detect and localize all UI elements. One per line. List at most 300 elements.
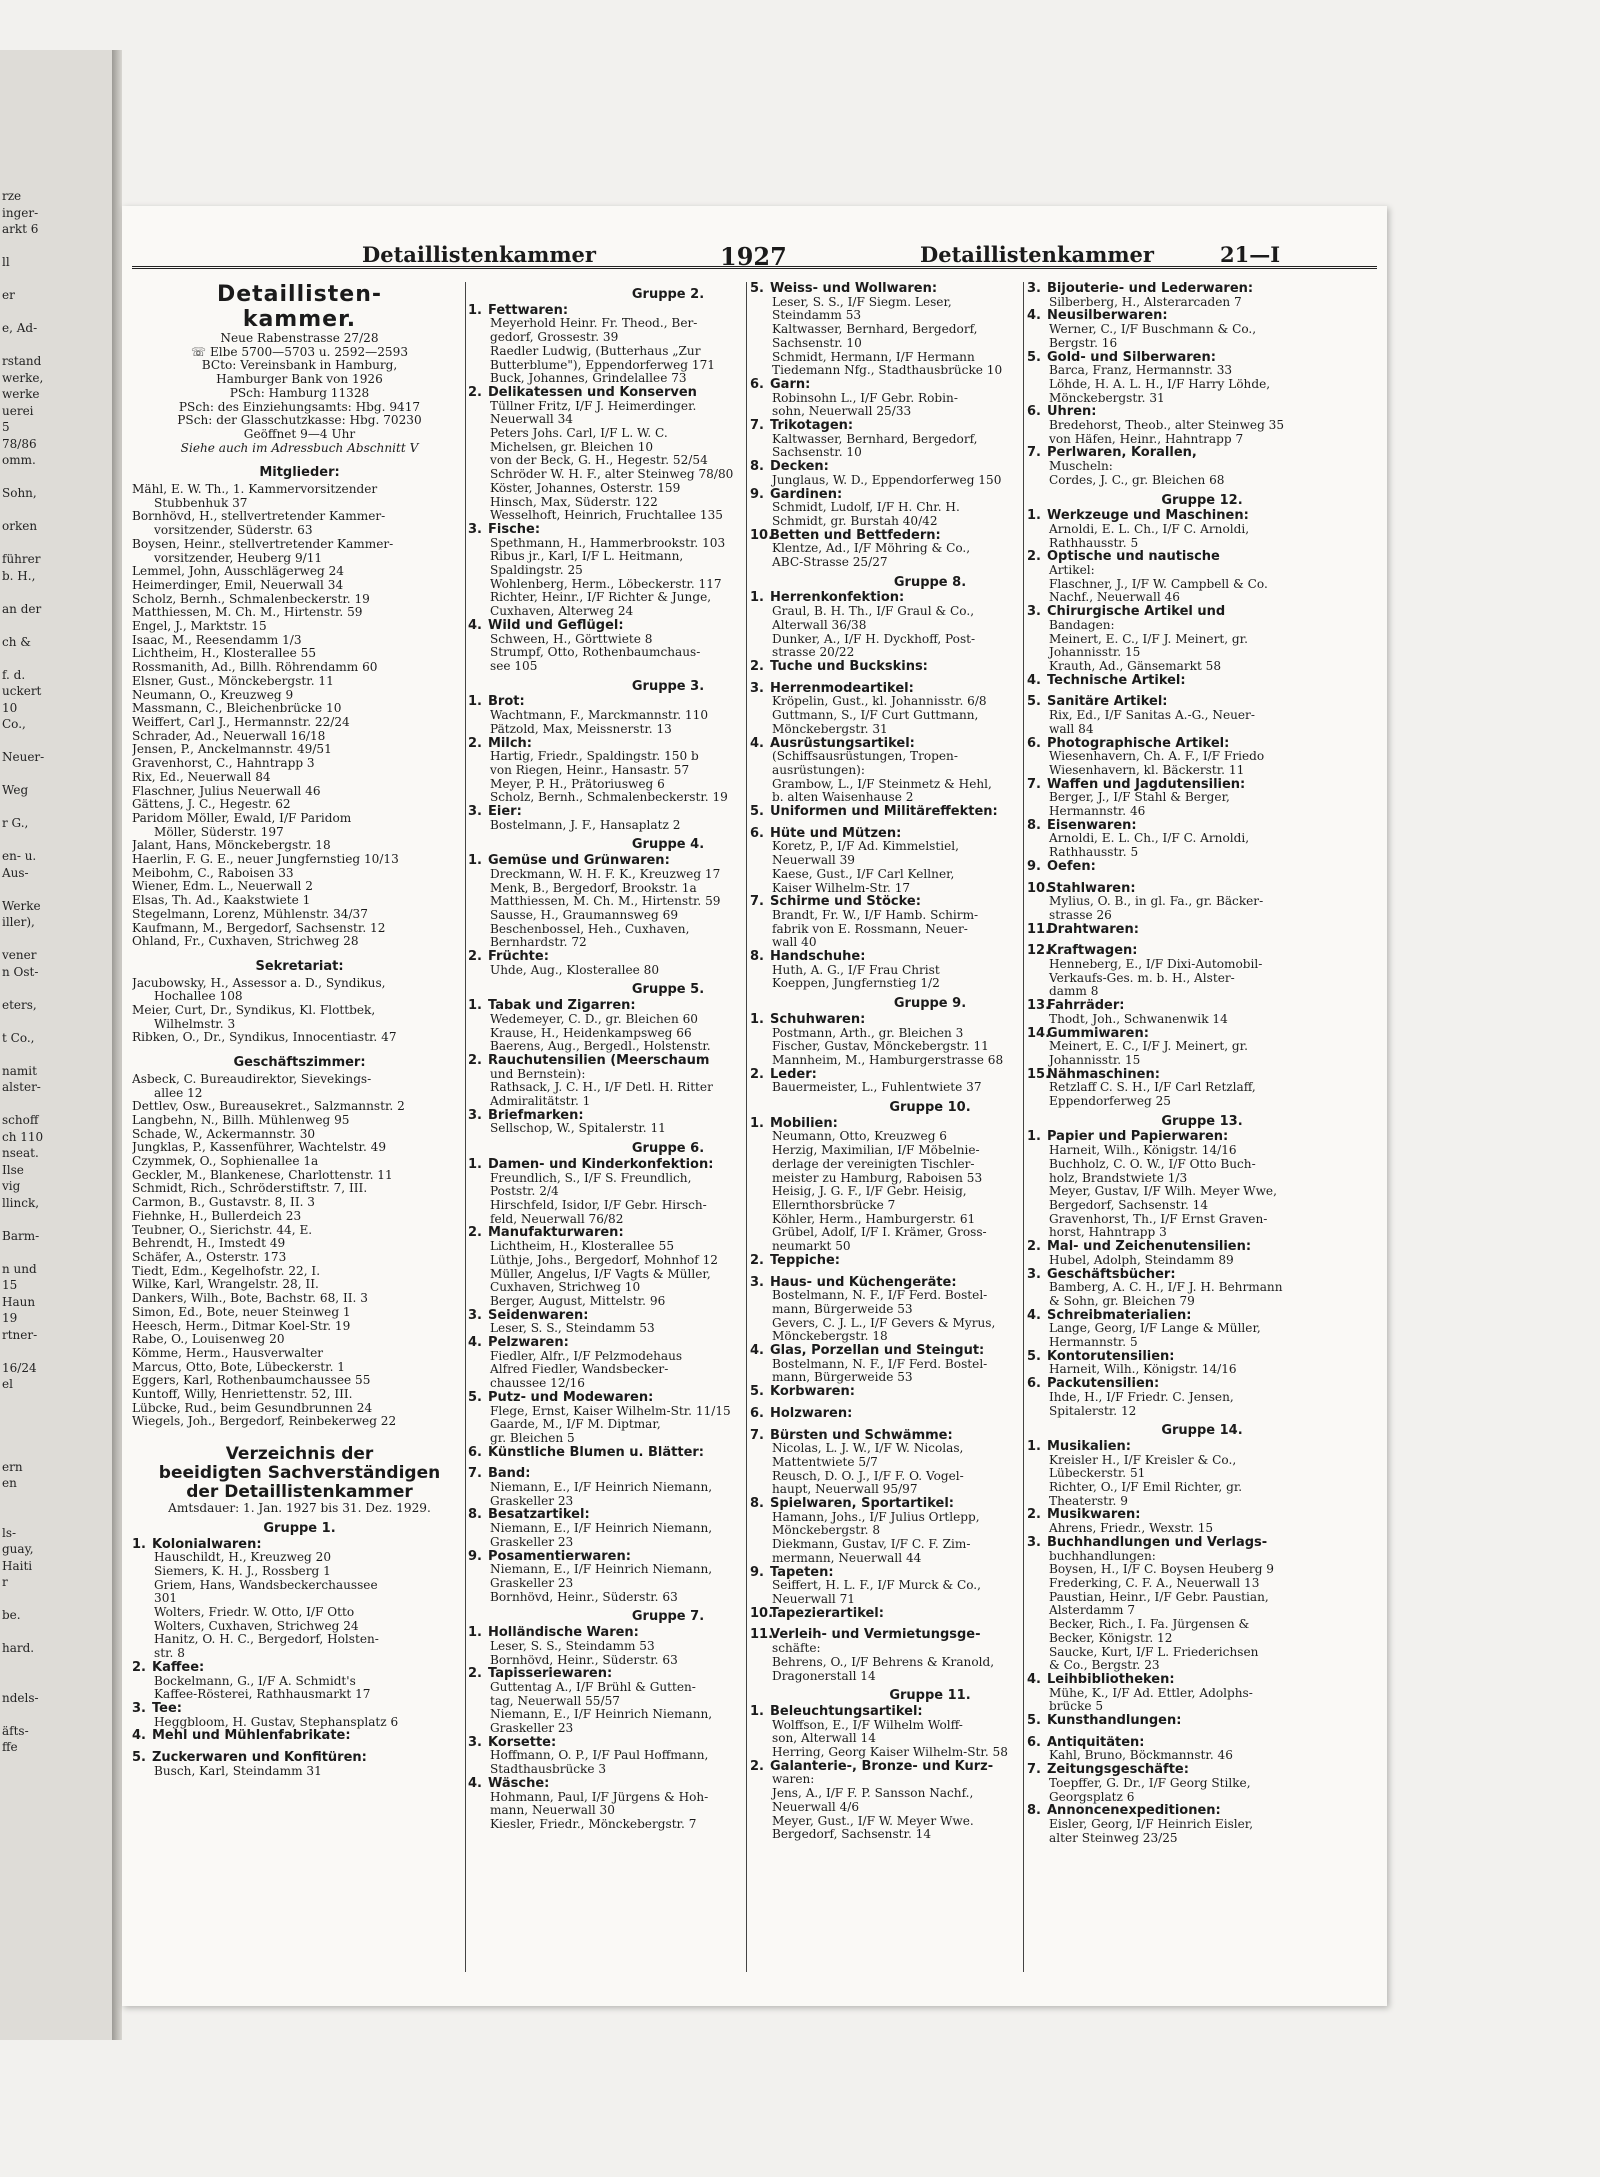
entry-line: mann, Bürgerweide 53	[772, 1370, 913, 1385]
prev-page-fragment: Haiti	[2, 1558, 33, 1573]
entry-line: Neuerwall 39	[772, 853, 855, 868]
entry-line: Scholz, Bernh., Schmalenbeckerstr. 19	[132, 591, 370, 606]
entry-line: Johannisstr. 15	[1049, 1052, 1141, 1067]
category-label: Teppiche:	[770, 1252, 841, 1268]
category-label: Rauchutensilien (Meerschaum	[488, 1052, 710, 1068]
category-number: 3.	[468, 1734, 482, 1750]
entry-line: Boysen, Heinr., stellvertretender Kammer-	[132, 536, 394, 551]
category-number: 4.	[468, 617, 482, 633]
entry-line: Hauschildt, H., Kreuzweg 20	[154, 1550, 332, 1565]
entry-line: Ahrens, Friedr., Wexstr. 15	[1049, 1521, 1214, 1536]
entry-line: Koeppen, Jungfernstieg 1/2	[772, 976, 940, 991]
category-number: 9.	[750, 486, 764, 502]
group-heading: Gruppe 9.	[893, 996, 967, 1012]
entry-line: Wedemeyer, C. D., gr. Bleichen 60	[490, 1011, 698, 1026]
category-number: 2.	[750, 1758, 764, 1774]
entry-line: Seiffert, H. L. F., I/F Murck & Co.,	[772, 1578, 981, 1593]
prev-page-fragment: n Ost-	[2, 964, 39, 979]
entry-line: Hanitz, O. H. C., Bergedorf, Holsten-	[154, 1632, 379, 1647]
prev-page-fragment: 78/86	[2, 436, 37, 451]
info-line: BCto: Vereinsbank in Hamburg,	[201, 358, 398, 373]
category-label: Uhren:	[1047, 404, 1097, 420]
category-number: 9.	[1027, 858, 1041, 874]
entry-line: Jalant, Hans, Mönckebergstr. 18	[132, 838, 331, 853]
category-label: Geschäftsbücher:	[1047, 1266, 1176, 1282]
entry-line: Leser, S. S., Steindamm 53	[490, 1638, 655, 1653]
category-label: Herrenkonfektion:	[770, 590, 905, 606]
category-heading	[1027, 1804, 1377, 1818]
category-number: 1.	[1027, 1438, 1041, 1454]
entry-line: Richter, Heinr., I/F Richter & Junge,	[490, 590, 712, 605]
prev-page-fragment: hard.	[2, 1641, 35, 1655]
category-heading	[1027, 1508, 1377, 1522]
entry-line: fabrik von E. Rossmann, Neuer-	[772, 921, 968, 936]
category-label: Handschuhe:	[770, 949, 866, 965]
entry-line: Langbehn, N., Billh. Mühlenweg 95	[132, 1112, 350, 1127]
entry-line: Schrader, Ad., Neuerwall 16/18	[132, 728, 326, 743]
prev-page-fragment: b. H.,	[2, 568, 36, 583]
entry-line: Poststr. 2/4	[490, 1184, 559, 1199]
category-number: 1.	[750, 1703, 764, 1719]
entry-line: Jacubowsky, H., Assessor a. D., Syndikus,	[132, 975, 386, 990]
entry-line: Robinsohn L., I/F Gebr. Robin-	[772, 390, 958, 405]
category-heading	[1027, 882, 1377, 896]
category-number: 5.	[132, 1750, 146, 1766]
prev-page-fragment: Weg	[2, 783, 29, 797]
category-label: Neusilberwaren:	[1047, 308, 1168, 324]
entry-line: Heggbloom, H. Gustav, Stephansplatz 6	[154, 1714, 399, 1729]
previous-page-strip	[0, 50, 113, 2040]
entry-line: Bauermeister, L., Fuhlentwiete 37	[772, 1080, 982, 1095]
entry-line: Saucke, Kurt, I/F L. Friederichsen	[1049, 1644, 1259, 1659]
entry-line: Becker, Königstr. 12	[1049, 1630, 1173, 1645]
entry-line: Marcus, Otto, Bote, Lübeckerstr. 1	[132, 1359, 345, 1374]
entry-line: Postmann, Arth., gr. Bleichen 3	[772, 1025, 964, 1040]
prev-page-fragment: alster-	[2, 1080, 41, 1094]
entry-line: alter Steinweg 23/25	[1049, 1830, 1178, 1845]
entry-line: Nachf., Neuerwall 46	[1049, 590, 1180, 605]
category-heading	[132, 1538, 467, 1552]
entry-line: Werner, C., I/F Buschmann & Co.,	[1049, 322, 1257, 337]
entry-line: Kröpelin, Gust., kl. Johannisstr. 6/8	[772, 694, 987, 709]
category-heading	[1027, 351, 1377, 365]
entry-line: Schmidt, gr. Burstah 40/42	[772, 513, 938, 528]
entry-line: Köster, Johannes, Osterstr. 159	[490, 480, 681, 495]
prev-page-fragment: iller),	[2, 915, 35, 929]
category-number: 2.	[468, 949, 482, 965]
entry-line: Henneberg, E., I/F Dixi-Automobil-	[1049, 957, 1263, 972]
category-number: 2.	[750, 1252, 764, 1268]
entry-line: Bamberg, A. C. H., I/F J. H. Behrmann	[1049, 1280, 1283, 1295]
category-number: 11.	[750, 1627, 774, 1643]
category-number: 9.	[468, 1548, 482, 1564]
info-line: Hamburger Bank von 1926	[216, 372, 383, 387]
entry-line: waren:	[772, 1772, 815, 1787]
entry-line: Schmidt, Ludolf, I/F H. Chr. H.	[772, 500, 960, 515]
category-label: Posamentierwaren:	[488, 1548, 631, 1564]
category-label: Fahrräder:	[1047, 998, 1125, 1014]
category-label: Schreibmaterialien:	[1047, 1307, 1192, 1323]
entry-line: Rathhausstr. 5	[1049, 535, 1139, 550]
entry-line: Scholz, Bernh., Schmalenbeckerstr. 19	[490, 790, 728, 805]
category-heading	[1027, 1736, 1377, 1750]
prev-page-fragment: ffe	[2, 1740, 18, 1754]
category-number: 7.	[750, 418, 764, 434]
category-heading	[132, 1702, 467, 1716]
entry-line: Flaschner, J., I/F W. Campbell & Co.	[1049, 576, 1268, 591]
entry-line: b. alten Waisenhause 2	[772, 790, 914, 805]
entry-line: Simon, Ed., Bote, neuer Steinweg 1	[132, 1304, 351, 1319]
category-label: Buchhandlungen und Verlags-	[1047, 1534, 1268, 1550]
entry-line: Grambow, L., I/F Steinmetz & Hehl,	[772, 776, 992, 791]
info-line: ☏ Elbe 5700—5703 u. 2592—2593	[190, 344, 409, 359]
category-label: Schuhwaren:	[770, 1011, 866, 1027]
prev-page-fragment: rze	[2, 189, 22, 203]
entry-line: Fiedler, Alfr., I/F Pelzmodehaus	[490, 1348, 683, 1363]
prev-page-fragment: ndels-	[2, 1690, 39, 1705]
category-label: Eier:	[488, 804, 522, 820]
entry-line: Rix, Ed., Neuerwall 84	[132, 769, 271, 784]
prev-page-fragment: ch 110	[2, 1129, 44, 1144]
entry-line: Richter, O., I/F Emil Richter, gr.	[1049, 1480, 1243, 1495]
prev-page-fragment: 19	[2, 1311, 18, 1325]
entry-line: Bergstr. 16	[1049, 335, 1118, 350]
entry-line: Kuntoff, Willy, Henriettenstr. 52, III.	[132, 1387, 353, 1402]
category-heading	[1027, 819, 1377, 833]
entry-line: Eggers, Karl, Rothenbaumchaussee 55	[132, 1373, 371, 1388]
entry-line: Paustian, Heinr., I/F Gebr. Paustian,	[1049, 1589, 1269, 1604]
info-line: Geöffnet 9—4 Uhr	[243, 426, 356, 441]
entry-line: Rossmanith, Ad., Billh. Röhrendamm 60	[132, 660, 378, 675]
entry-line: Schmidt, Hermann, I/F Hermann	[772, 349, 975, 364]
prev-page-fragment: 5	[2, 420, 10, 434]
category-heading	[1027, 1763, 1377, 1777]
category-label: Delikatessen und Konserven	[488, 384, 697, 400]
entry-line: Boysen, H., I/F C. Boysen Heuberg 9	[1049, 1562, 1274, 1577]
entry-line: von Riegen, Heinr., Hansastr. 57	[490, 762, 690, 777]
entry-line: Schade, W., Ackermannstr. 30	[132, 1126, 316, 1141]
entry-line: Bornhövd, Heinr., Süderstr. 63	[490, 1652, 678, 1667]
section-title: Verzeichnis der	[225, 1444, 374, 1465]
entry-line: Neumann, O., Kreuzweg 9	[132, 687, 294, 702]
entry-line: mermann, Neuerwall 44	[772, 1550, 922, 1565]
category-label: Bijouterie- und Lederwaren:	[1047, 282, 1254, 296]
category-number: 3.	[1027, 1534, 1041, 1550]
category-number: 8.	[750, 949, 764, 965]
category-heading	[1027, 860, 1377, 874]
prev-page-fragment: inger-	[2, 205, 39, 220]
entry-line: Isaac, M., Reesendamm 1/3	[132, 632, 302, 647]
category-number: 3.	[750, 1274, 764, 1290]
category-label: Mal- und Zeichenutensilien:	[1047, 1239, 1252, 1255]
category-heading	[1027, 944, 1377, 958]
category-label: Glas, Porzellan und Steingut:	[770, 1343, 985, 1359]
category-number: 1.	[750, 1011, 764, 1027]
entry-line: Michelsen, gr. Bleichen 10	[490, 439, 654, 454]
category-number: 2.	[468, 1666, 482, 1682]
prev-page-fragment: n und	[2, 1261, 37, 1276]
entry-line: Eisler, Georg, I/F Heinrich Eisler,	[1049, 1816, 1254, 1831]
category-heading	[1027, 1068, 1377, 1082]
entry-line: Fiehnke, H., Bullerdeich 23	[132, 1208, 302, 1223]
column-divider	[465, 282, 466, 1972]
category-label: Tabak und Zigarren:	[488, 998, 636, 1014]
entry-line: & Sohn, gr. Bleichen 79	[1049, 1293, 1195, 1308]
group-heading: Gruppe 10.	[889, 1100, 971, 1116]
category-label: Manufakturwaren:	[488, 1225, 624, 1241]
category-label: Putz- und Modewaren:	[488, 1389, 654, 1405]
entry-line: Harneit, Wilh., Königstr. 14/16	[1049, 1143, 1237, 1158]
entry-line: vorsitzender, Süderstr. 63	[154, 523, 313, 538]
entry-line: Cordes, J. C., gr. Bleichen 68	[1049, 472, 1225, 487]
entry-line: Leser, S. S., I/F Siegm. Leser,	[772, 294, 952, 309]
category-label: Eisenwaren:	[1047, 817, 1137, 833]
category-number: 2.	[1027, 1507, 1041, 1523]
entry-line: Dunker, A., I/F H. Dyckhoff, Post-	[772, 631, 976, 646]
entry-line: Sachsenstr. 10	[772, 335, 862, 350]
entry-line: Uhde, Aug., Klosterallee 80	[490, 962, 660, 977]
category-number: 6.	[750, 1405, 764, 1421]
category-number: 1.	[468, 694, 482, 710]
category-label: Haus- und Küchengeräte:	[770, 1274, 957, 1290]
entry-line: Rathsack, J. C. H., I/F Detl. H. Ritter	[490, 1080, 713, 1095]
entry-line: Krause, H., Heidenkampsweg 66	[490, 1025, 692, 1040]
entry-line: wall 84	[1049, 721, 1094, 736]
entry-line: Siemers, K. H. J., Rossberg 1	[154, 1563, 331, 1578]
prev-page-fragment: Barm-	[2, 1228, 40, 1243]
prev-page-fragment: f. d.	[2, 667, 26, 682]
category-heading	[1027, 309, 1377, 323]
entry-line: Wilke, Karl, Wrangelstr. 28, II.	[132, 1277, 319, 1292]
entry-line: Asbeck, C. Bureaudirektor, Sievekings-	[132, 1071, 372, 1086]
category-label: Gardinen:	[770, 486, 843, 502]
prev-page-fragment: arkt 6	[2, 222, 39, 236]
category-heading	[1027, 1027, 1377, 1041]
entry-line: Behrens, O., I/F Behrens & Kranold,	[772, 1654, 995, 1669]
category-number: 1.	[468, 853, 482, 869]
category-label: Gemüse und Grünwaren:	[488, 853, 670, 869]
entry-line: Graskeller 23	[490, 1493, 574, 1508]
category-label: Kunsthandlungen:	[1047, 1713, 1182, 1729]
entry-line: Kaffee-Rösterei, Rathhausmarkt 17	[154, 1687, 371, 1702]
section-title: kammer.	[242, 307, 357, 332]
category-label: Brot:	[488, 694, 525, 710]
category-number: 5.	[1027, 349, 1041, 365]
subsection-heading: Geschäftszimmer:	[233, 1055, 366, 1071]
entry-line: vorsitzender, Heuberg 9/11	[154, 550, 323, 565]
category-number: 10.	[1027, 880, 1051, 896]
prev-page-fragment: Werke	[2, 898, 41, 913]
category-label: Bürsten und Schwämme:	[770, 1427, 953, 1443]
entry-line: Alterwall 36/38	[772, 617, 867, 632]
entry-line: feld, Neuerwall 76/82	[490, 1211, 624, 1226]
info-line: Neue Rabenstrasse 27/28	[220, 331, 379, 345]
entry-line: Möller, Süderstr. 197	[154, 824, 284, 839]
prev-page-fragment: el	[2, 1377, 13, 1391]
category-label: Band:	[488, 1466, 531, 1482]
category-number: 11.	[1027, 921, 1051, 937]
spacer	[132, 455, 467, 463]
entry-line: Wiener, Edm. L., Neuerwall 2	[132, 879, 313, 894]
category-label: Wild und Geflügel:	[488, 617, 624, 633]
entry-line: Kaufmann, M., Bergedorf, Sachsenstr. 12	[132, 920, 386, 935]
entry-line: Cuxhaven, Strichweg 10	[490, 1280, 641, 1295]
prev-page-fragment: werke	[2, 387, 40, 401]
prev-page-fragment: eters,	[2, 997, 37, 1012]
category-number: 1.	[750, 590, 764, 606]
entry-line: Freundlich, S., I/F S. Freundlich,	[490, 1170, 692, 1185]
category-label: Tee:	[152, 1700, 182, 1716]
entry-line: Rathhausstr. 5	[1049, 845, 1139, 860]
entry-line: Gaarde, M., I/F M. Diptmar,	[490, 1417, 661, 1432]
prev-page-fragment: Haun	[2, 1294, 36, 1309]
entry-line: Alsterdamm 7	[1049, 1603, 1136, 1618]
category-heading	[1027, 1240, 1377, 1254]
entry-line: Mönckebergstr. 31	[772, 721, 888, 736]
category-label: Waffen und Jagdutensilien:	[1047, 776, 1246, 792]
entry-line: Arnoldi, E. L. Ch., I/F C. Arnoldi,	[1049, 521, 1250, 536]
category-label: Tapeten:	[770, 1564, 834, 1580]
category-heading	[1027, 778, 1377, 792]
entry-line: Engel, J., Marktstr. 15	[132, 619, 267, 634]
entry-line: Herring, Georg Kaiser Wilhelm-Str. 58	[772, 1745, 1008, 1760]
prev-page-fragment: Co.,	[2, 717, 26, 731]
category-label: Holländische Waren:	[488, 1625, 639, 1641]
category-number: 2.	[468, 1225, 482, 1241]
entry-line: Ihde, H., I/F Friedr. C. Jensen,	[1049, 1389, 1234, 1404]
entry-line: Tiedt, Edm., Kegelhofstr. 22, I.	[132, 1263, 321, 1278]
category-heading	[1027, 1377, 1377, 1391]
entry-line: Mönckebergstr. 8	[772, 1523, 881, 1538]
entry-line: Gravenhorst, C., Hahntrapp 3	[132, 756, 315, 771]
category-number: 3.	[468, 804, 482, 820]
entry-line: Paridom Möller, Ewald, I/F Paridom	[132, 810, 352, 825]
category-label: Tuche und Buckskins:	[770, 658, 928, 674]
group-heading: Gruppe 13.	[1161, 1113, 1243, 1129]
entry-line: Mähl, E. W. Th., 1. Kammervorsitzender	[132, 482, 378, 497]
spacer	[132, 1045, 467, 1053]
entry-line: Spaldingstr. 25	[490, 563, 583, 578]
entry-line: Mönckebergstr. 31	[1049, 390, 1165, 405]
entry-line: Mattentwiete 5/7	[772, 1454, 878, 1469]
group-heading: Gruppe 3.	[631, 678, 705, 694]
group-heading: Gruppe 11.	[889, 1688, 971, 1704]
entry-line: Barca, Franz, Hermannstr. 33	[1049, 363, 1233, 378]
entry-line: Müller, Angelus, I/F Vagts & Müller,	[490, 1266, 711, 1281]
group-heading: Gruppe 7.	[631, 1609, 705, 1625]
entry-line: gr. Bleichen 5	[490, 1430, 575, 1445]
entry-line: wall 40	[772, 935, 817, 950]
category-label: Leder:	[770, 1066, 817, 1082]
category-label: Kolonialwaren:	[152, 1536, 262, 1552]
entry-line: meister zu Hamburg, Raboisen 53	[772, 1170, 983, 1185]
category-label: Papier und Papierwaren:	[1047, 1129, 1229, 1145]
category-number: 1.	[468, 1625, 482, 1641]
entry-line: haupt, Neuerwall 95/97	[772, 1482, 918, 1497]
category-heading	[1027, 999, 1377, 1013]
category-heading	[1027, 1130, 1377, 1144]
entry-line: Buck, Johannes, Grindelallee 73	[490, 371, 687, 386]
category-label: Milch:	[488, 735, 533, 751]
category-label: Betten und Bettfedern:	[770, 527, 941, 543]
category-label: Chirurgische Artikel und	[1047, 604, 1226, 620]
entry-line: Berger, August, Mittelstr. 96	[490, 1293, 666, 1308]
prev-page-fragment: r G.,	[2, 816, 29, 830]
entry-line: Jens, A., I/F F. P. Sansson Nachf.,	[772, 1786, 974, 1801]
entry-line: Heimerdinger, Emil, Neuerwall 34	[132, 577, 344, 592]
entry-line: Krauth, Ad., Gänsemarkt 58	[1049, 658, 1222, 673]
category-number: 5.	[750, 282, 764, 296]
entry-line: Geckler, M., Blankenese, Charlottenstr. 11	[132, 1167, 393, 1182]
entry-line: Huth, A. G., I/F Frau Christ	[772, 962, 940, 977]
entry-line: Klentze, Ad., I/F Möhring & Co.,	[772, 541, 971, 556]
entry-line: holz, Brandstwiete 1/3	[1049, 1170, 1188, 1185]
category-label: Gummiwaren:	[1047, 1025, 1149, 1041]
prev-page-fragment: en	[2, 1476, 17, 1490]
info-line: Siehe auch im Adressbuch Abschnitt V	[180, 440, 419, 455]
entry-line: Wiesenhavern, Ch. A. F., I/F Friedo	[1049, 749, 1265, 764]
entry-line: Ohland, Fr., Cuxhaven, Strichweg 28	[132, 934, 359, 949]
category-label: Beleuchtungsartikel:	[770, 1703, 923, 1719]
prev-page-fragment: 16/24	[2, 1360, 37, 1375]
entry-line: Niemann, E., I/F Heinrich Niemann,	[490, 1521, 713, 1536]
category-number: 10.	[750, 1605, 774, 1621]
entry-line: Hirschfeld, Isidor, I/F Gebr. Hirsch-	[490, 1198, 707, 1212]
entry-line: Lange, Georg, I/F Lange & Müller,	[1049, 1321, 1261, 1336]
column-4	[1027, 282, 1377, 1972]
entry-line: ausrüstungen):	[772, 762, 865, 777]
subsection-heading: Sekretariat:	[255, 958, 344, 974]
entry-line: Czymmek, O., Sophienallee 1a	[132, 1154, 319, 1169]
entry-line: Bostelmann, J. F., Hansaplatz 2	[490, 817, 681, 832]
prev-page-fragment: Aus-	[2, 865, 29, 880]
category-number: 4.	[1027, 672, 1041, 688]
book-gutter	[112, 50, 122, 2040]
category-number: 4.	[132, 1728, 146, 1744]
prev-page-fragment: ern	[2, 1459, 23, 1474]
entry-line: Massmann, C., Bleichenbrücke 10	[132, 701, 342, 716]
prev-page-fragment: nseat.	[2, 1146, 39, 1160]
category-label: Besatzartikel:	[488, 1507, 590, 1523]
category-number: 8.	[468, 1507, 482, 1523]
category-label: Mobilien:	[770, 1115, 838, 1131]
category-label: Zuckerwaren und Konfitüren:	[152, 1750, 367, 1766]
category-number: 5.	[1027, 1713, 1041, 1729]
entry-line: 301	[154, 1591, 178, 1606]
prev-page-fragment: namit	[2, 1063, 37, 1078]
entry-line: Spethmann, H., Hammerbrookstr. 103	[490, 535, 726, 550]
group-heading: Gruppe 6.	[631, 1141, 705, 1157]
entry-line: Guttmann, S., I/F Curt Guttmann,	[772, 708, 979, 723]
entry-line: Meyer, Gustav, I/F Wilh. Meyer Wwe,	[1049, 1184, 1277, 1199]
spacer	[132, 1429, 467, 1437]
entry-line: Flege, Ernst, Kaiser Wilhelm-Str. 11/15	[490, 1403, 731, 1418]
group-heading: Gruppe 5.	[631, 982, 705, 998]
category-label: Photographische Artikel:	[1047, 735, 1230, 751]
category-number: 4.	[1027, 308, 1041, 324]
category-label: Verleih- und Vermietungsge-	[770, 1627, 981, 1643]
category-heading	[1027, 674, 1377, 688]
page-number: 21—I	[1220, 242, 1281, 267]
category-heading	[132, 1729, 467, 1743]
category-number: 2.	[750, 658, 764, 674]
entry-line: Bornhövd, Heinr., Süderstr. 63	[490, 1589, 678, 1604]
category-number: 3.	[1027, 282, 1041, 296]
entry-line: Mylius, O. B., in gl. Fa., gr. Bäcker-	[1049, 894, 1264, 909]
category-heading	[1027, 1673, 1377, 1687]
prev-page-fragment: Ilse	[2, 1162, 24, 1177]
entry-line: Neuerwall 4/6	[772, 1799, 860, 1814]
